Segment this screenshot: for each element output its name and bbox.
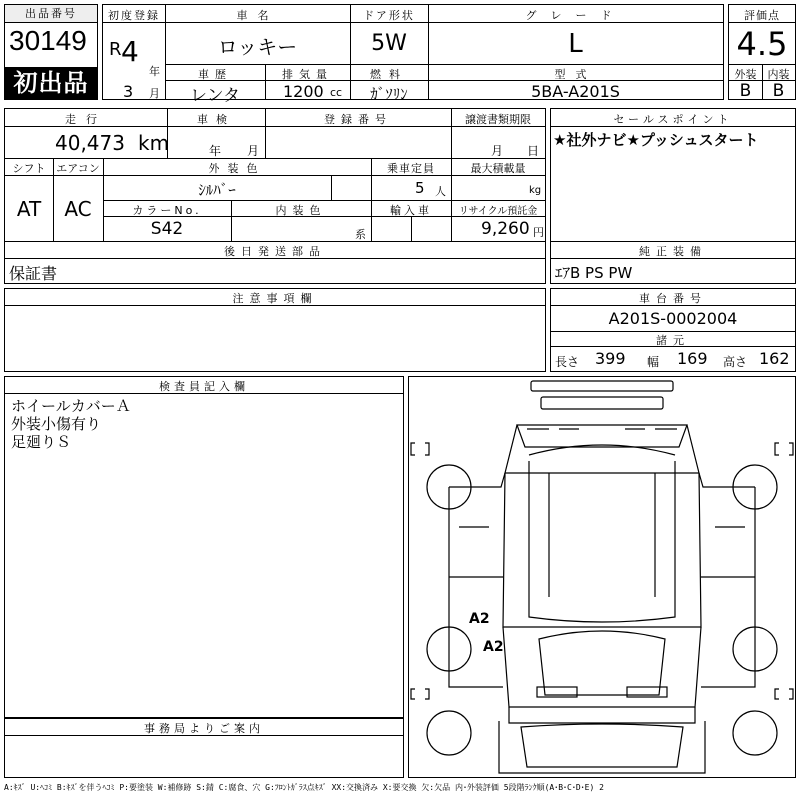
color-no-value: S42 (150, 219, 184, 239)
door-label: ドア形状 (363, 9, 415, 22)
plate-label: 登録番号 (324, 113, 392, 126)
ext-label: 外装 (734, 68, 757, 81)
displacement-unit: cc (330, 86, 343, 99)
later-parts-value: 保証書 (9, 264, 58, 283)
interior-label: 内装色 (275, 204, 327, 217)
caution-box (4, 288, 546, 372)
sales-point-box (550, 108, 796, 242)
history-value: レンタ (190, 86, 240, 106)
first-reg-month: 3 (123, 82, 134, 101)
later-parts-label: 後日発送部品 (224, 245, 326, 258)
width-value: 169 (677, 349, 708, 368)
height-label: 高さ (723, 355, 748, 369)
int-score: B (772, 81, 785, 101)
first-listing-badge: 初出品 (5, 67, 97, 99)
capacity-label: 乗車定員 (387, 162, 435, 175)
chassis-box (550, 288, 796, 372)
inspector-label: 検査員記入欄 (159, 380, 249, 393)
exterior-value: ｼﾙﾊﾞｰ (198, 181, 236, 199)
legend-footnote: A:ｷｽﾞ U:ﾍｺﾐ B:ｷｽﾞを伴うﾍｺﾐ P:要塗装 W:補修跡 S:錆 C:腐食、穴 G:ﾌﾛﾝﾄｶﾞﾗｽ点ｷｽﾞ XX:交換済み X:要交換 欠:欠品 内･外装評価 5段階ﾗﾝｸ順(A･B･C･D･E) 2 (4, 783, 604, 792)
door-value: 5W (371, 31, 407, 56)
length-label: 長さ (555, 355, 580, 369)
header-grid (102, 4, 724, 106)
sales-point-text: ★社外ナビ★プッシュスタート (553, 131, 759, 149)
recycle-unit: 円 (533, 226, 544, 239)
inspection-year-unit: 年 (209, 144, 222, 158)
capacity-value: 5 (415, 179, 425, 197)
equipment-label: 純正装備 (639, 245, 707, 258)
score-label: 評価点 (744, 9, 780, 22)
fuel-value: ｶﾞｿﾘﾝ (370, 85, 408, 103)
inspection-label: 車検 (197, 113, 235, 126)
length-value: 399 (595, 349, 626, 368)
inspector-line-2: 外装小傷有り (11, 415, 102, 433)
lot-label: 出品番号 (5, 5, 97, 22)
lot-box (4, 4, 98, 100)
first-reg-month-unit: 月 (149, 87, 160, 100)
shift-value: AT (16, 197, 42, 221)
car-outline-diagram (409, 377, 795, 777)
equipment-value: ｴｱB PS PW (555, 264, 633, 282)
model-value: 5BA-A201S (531, 82, 620, 101)
car-name-label: 車名 (236, 9, 279, 22)
mileage-label: 走行 (65, 113, 107, 126)
chassis-label: 車台番号 (639, 292, 707, 305)
lot-number: 30149 (9, 25, 87, 56)
damage-mark-2: A2 (483, 639, 504, 655)
office-box (4, 718, 404, 778)
interior-unit: 系 (355, 228, 366, 241)
office-label: 事務局よりご案内 (144, 722, 264, 735)
later-parts-box (4, 241, 546, 284)
vehicle-info-grid (4, 108, 546, 242)
fuel-label: 燃料 (370, 68, 408, 81)
chassis-value: A201S-0002004 (608, 309, 738, 328)
inspector-line-3: 足廻りＳ (11, 433, 72, 451)
first-reg-year: 4 (121, 35, 139, 68)
inspector-box (4, 376, 404, 718)
inspector-line-1: ホイールカバーＡ (11, 397, 131, 415)
sales-point-label: セールスポイント (613, 113, 733, 126)
caution-label: 注意事項欄 (232, 292, 318, 305)
import-label: 輸入車 (390, 204, 432, 217)
inspection-month-unit: 月 (247, 144, 260, 158)
mileage-value: 40,473 (55, 131, 125, 155)
equipment-box (550, 241, 796, 284)
grade-label: グレード (525, 9, 626, 22)
model-label: 型式 (554, 68, 597, 81)
specs-label: 諸元 (656, 334, 690, 347)
transfer-month-unit: 月 (491, 144, 504, 158)
first-reg-era: R (109, 39, 122, 60)
load-label: 最大積載量 (470, 162, 526, 175)
load-unit: kg (529, 185, 542, 196)
height-value: 162 (759, 349, 790, 368)
transfer-day-unit: 日 (527, 144, 540, 158)
capacity-unit: 人 (435, 185, 446, 198)
transfer-label: 譲渡書類期限 (465, 113, 531, 126)
width-label: 幅 (647, 355, 660, 369)
color-no-label: カラーNo. (132, 204, 202, 217)
mileage-unit: km (138, 131, 170, 155)
displacement-label: 排気量 (282, 68, 333, 81)
car-diagram (408, 376, 796, 778)
aircon-value: AC (64, 197, 92, 221)
history-label: 車歴 (198, 68, 232, 81)
exterior-label: 外装色 (208, 162, 266, 175)
displacement-value: 1200 (283, 82, 324, 101)
aircon-label: エアコン (56, 162, 100, 175)
first-reg-year-unit: 年 (149, 65, 160, 78)
ext-score: B (739, 81, 752, 101)
car-name-value: ロッキー (217, 35, 298, 59)
score-box (728, 4, 796, 100)
first-reg-label: 初度登録 (108, 9, 160, 22)
damage-mark-1: A2 (469, 611, 490, 627)
recycle-label: リサイクル預託金 (458, 206, 538, 217)
int-label: 内装 (767, 68, 790, 81)
grade-value: L (568, 29, 583, 59)
shift-label: シフト (12, 162, 46, 175)
score-value: 4.5 (736, 25, 788, 63)
recycle-value: 9,260 (481, 219, 530, 239)
